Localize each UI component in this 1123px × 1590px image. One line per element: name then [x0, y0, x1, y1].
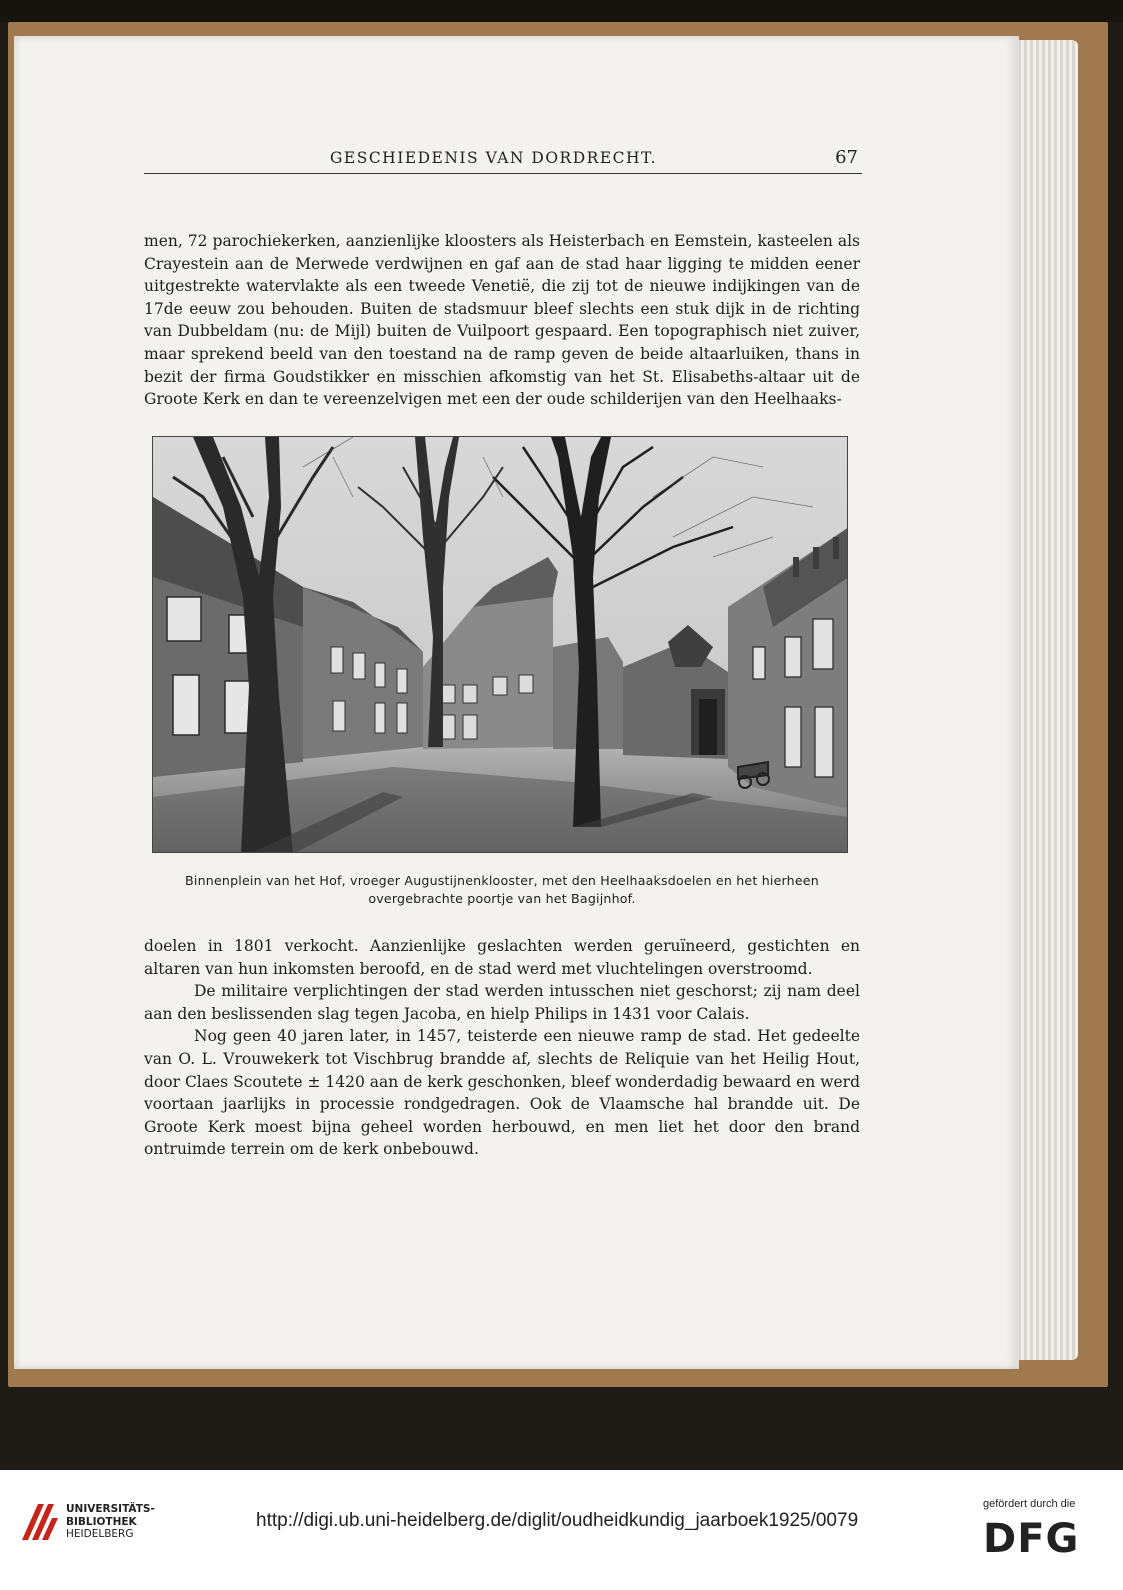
- permalink-url[interactable]: http://digi.ub.uni-heidelberg.de/diglit/oudheidkundig_jaarboek1925/0079: [256, 1510, 859, 1531]
- page-number: 67: [835, 147, 858, 168]
- courtyard-photograph: [152, 436, 848, 853]
- university-library-logo: [20, 1500, 60, 1548]
- caption-line-2: overgebrachte poortje van het Bagijnhof.: [368, 891, 636, 906]
- paragraph-3: Nog geen 40 jaren later, in 1457, teisterde een nieuwe ramp de stad. Het gedeelte van O. L. Vrouwekerk tot Vischbrug brandde af, slechts de Reliquie van het Heilig Hout, door Claes Scoutete ± 1420 aan de kerk geschonken, bleef wonderdadig bewaard en werd voortaan jaarlijks in processie rondgedragen. Ook de Vlaamsche hal brandde uit. De Groote Kerk moest bijna geheel worden herbouwd, en men liet het door den brand ontruimde terrein om de kerk onbebouwd.: [144, 1027, 860, 1159]
- caption-line-1: Binnenplein van het Hof, vroeger Augustijnenklooster, met den Heelhaaksdoelen en het hierheen: [185, 873, 819, 888]
- figure-caption: [140, 872, 864, 908]
- funding-note: gefördert durch die: [983, 1498, 1076, 1510]
- library-name-line-1: UNIVERSITÄTS-: [66, 1503, 155, 1515]
- library-name: [66, 1503, 155, 1541]
- scan-background-top: [0, 0, 1123, 22]
- running-title: GESCHIEDENIS VAN DORDRECHT.: [330, 149, 658, 167]
- running-head: [130, 143, 862, 173]
- body-text-top: [144, 230, 860, 411]
- digitization-footer: [0, 1470, 1123, 1590]
- dfg-logo: DFG: [983, 1516, 1080, 1562]
- paragraph-2: De militaire verplichtingen der stad werden intusschen niet geschorst; zij nam deel aan den beslissenden slag tegen Jacoba, en hielp Philips in 1431 voor Calais.: [144, 982, 860, 1023]
- header-rule: [144, 173, 862, 174]
- library-name-line-3: HEIDELBERG: [66, 1528, 134, 1540]
- paragraph-1: doelen in 1801 verkocht. Aanzienlijke geslachten werden geruïneerd, gestichten en altaren van hun inkomsten beroofd, en de stad werd met vluchtelingen overstroomd.: [144, 937, 860, 978]
- paragraph-top: men, 72 parochiekerken, aanzienlijke kloosters als Heisterbach en Eemstein, kasteelen als Crayestein aan de Merwede verdwijnen en gaf aan de stad haar ligging te midden eener uitgestrekte watervlakte als een tweede Venetië, die zij tot de nieuwe indijkingen van de 17de eeuw zou behouden. Buiten de stadsmuur bleef slechts een stuk dijk in de richting van Dubbeldam (nu: de Mijl) buiten de Vuilpoort gespaard. Een topographisch niet zuiver, maar sprekend beeld van den toestand na de ramp geven de beide altaarluiken, thans in bezit der firma Goudstikker en misschien afkomstig van het St. Elisabeths-altaar uit de Groote Kerk en dan te vereenzelvigen met een der oude schilderijen van den Heelhaaks-: [144, 232, 860, 409]
- library-name-line-2: BIBLIOTHEK: [66, 1515, 137, 1528]
- body-text-bottom: [144, 935, 860, 1161]
